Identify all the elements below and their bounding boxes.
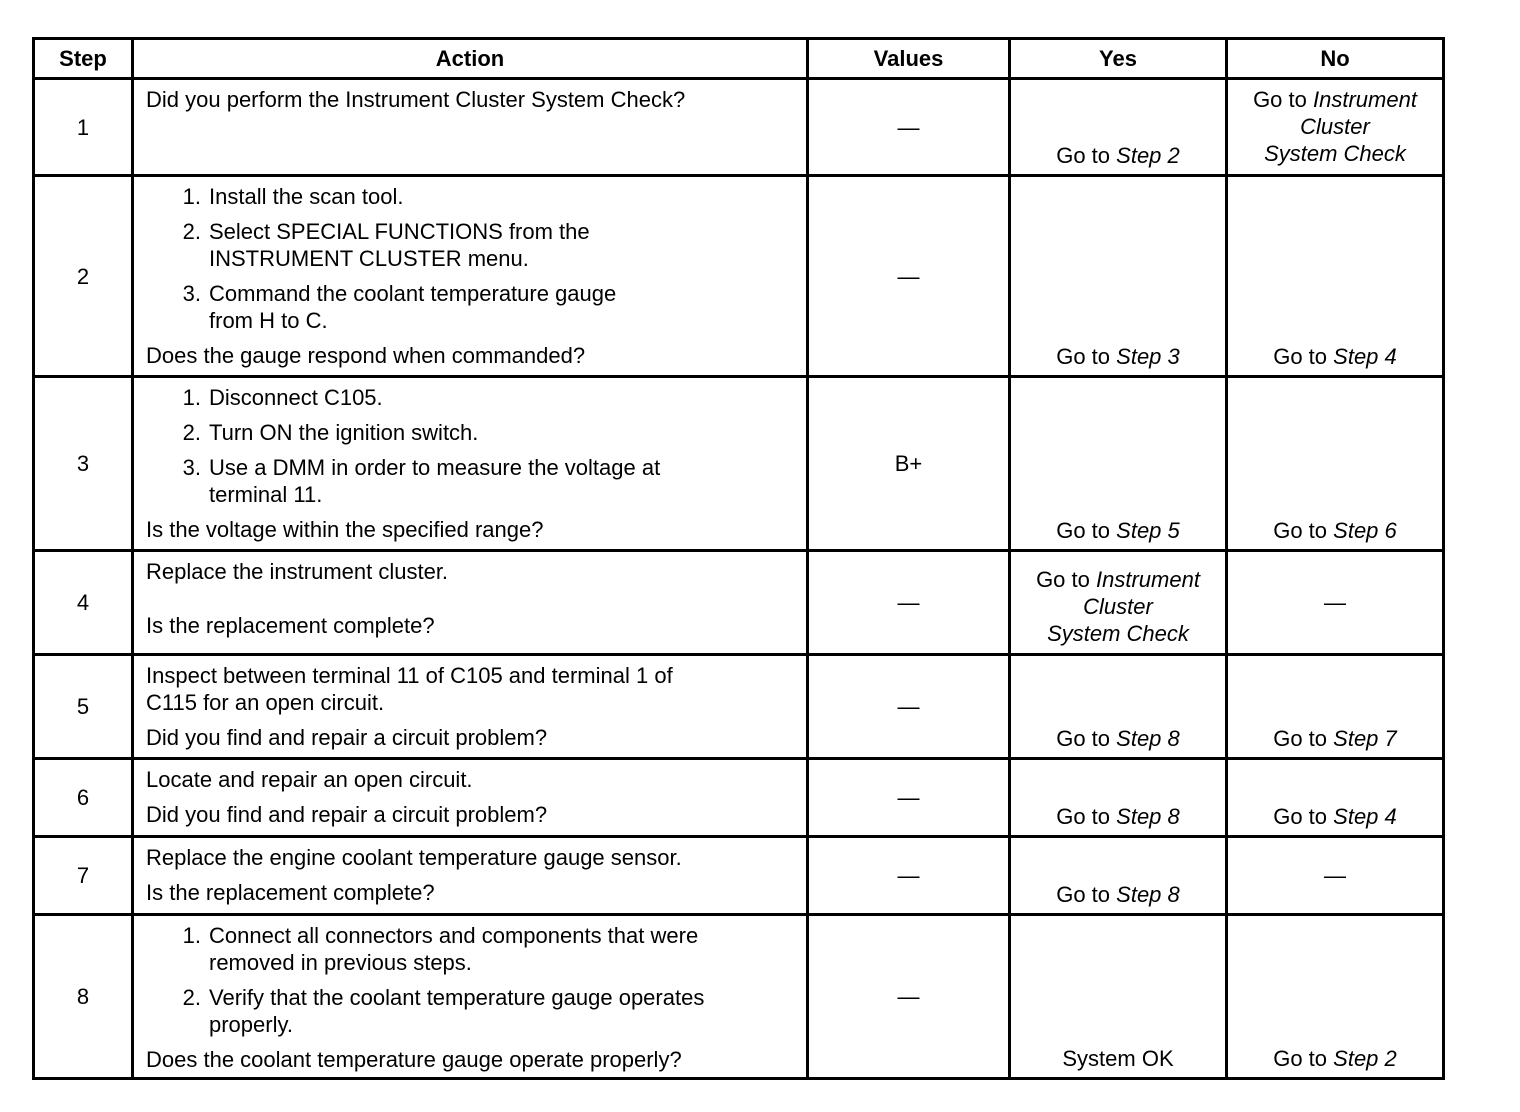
step-number: 2 bbox=[34, 176, 133, 377]
diagnostic-table bbox=[32, 37, 1445, 1080]
step-link: Step 2 bbox=[1333, 1046, 1397, 1071]
action-cell bbox=[133, 551, 808, 655]
step-link: Step 8 bbox=[1116, 882, 1180, 907]
table-row bbox=[34, 79, 1444, 176]
step-number: 8 bbox=[34, 915, 133, 1079]
step-link: Instrument bbox=[1313, 87, 1417, 112]
yes-cell: System OK bbox=[1010, 915, 1227, 1079]
no-cell: Go to Instrument Cluster System Check bbox=[1227, 79, 1444, 176]
no-cell: Go to Step 2 bbox=[1227, 915, 1444, 1079]
yes-cell: Go to Step 8 bbox=[1010, 655, 1227, 759]
step-number: 7 bbox=[34, 837, 133, 915]
action-text: Replace the engine coolant temperature gauge sensor. bbox=[146, 845, 682, 870]
action-question: Is the replacement complete? bbox=[146, 880, 435, 905]
values-cell: — bbox=[808, 176, 1010, 377]
header-values: Values bbox=[808, 39, 1010, 79]
yes-cell: Go to Step 8 bbox=[1010, 837, 1227, 915]
header-action: Action bbox=[133, 39, 808, 79]
table-row bbox=[34, 655, 1444, 759]
action-question: Did you find and repair a circuit problem? bbox=[146, 802, 548, 827]
step-number: 4 bbox=[34, 551, 133, 655]
table-row bbox=[34, 377, 1444, 551]
action-text: Replace the instrument cluster. bbox=[146, 559, 449, 584]
table-row bbox=[34, 759, 1444, 837]
no-cell: — bbox=[1227, 837, 1444, 915]
list-item: 3. Command the coolant temperature gauge from H to C. bbox=[182, 281, 617, 333]
step-link: Step 3 bbox=[1116, 344, 1180, 369]
yes-cell: Go to Step 5 bbox=[1010, 377, 1227, 551]
no-cell: Go to Step 4 bbox=[1227, 759, 1444, 837]
values-cell: — bbox=[808, 79, 1010, 176]
values-cell: — bbox=[808, 551, 1010, 655]
table-row bbox=[34, 551, 1444, 655]
step-link: Step 5 bbox=[1116, 518, 1180, 543]
header-no: No bbox=[1227, 39, 1444, 79]
list-item: 2. Select SPECIAL FUNCTIONS from the INSTRUMENT CLUSTER menu. bbox=[182, 219, 590, 271]
step-link: Step 4 bbox=[1333, 344, 1397, 369]
action-cell: Inspect between terminal 11 of C105 and terminal 1 of C115 for an open circuit. Did you find and repair a circuit problem? bbox=[133, 655, 808, 759]
table-row bbox=[34, 176, 1444, 377]
step-number: 3 bbox=[34, 377, 133, 551]
step-number: 1 bbox=[34, 79, 133, 176]
list-item: 2. Turn ON the ignition switch. bbox=[182, 420, 479, 445]
action-cell bbox=[133, 79, 808, 176]
values-cell: — bbox=[808, 837, 1010, 915]
values-cell: — bbox=[808, 759, 1010, 837]
action-text: Did you perform the Instrument Cluster System Check? bbox=[146, 87, 686, 112]
header-step: Step bbox=[34, 39, 133, 79]
list-item: 1. Install the scan tool. bbox=[182, 184, 404, 209]
step-link: Step 8 bbox=[1116, 726, 1180, 751]
action-text: Inspect between terminal 11 of C105 and terminal 1 of bbox=[146, 663, 673, 688]
no-cell: Go to Step 7 bbox=[1227, 655, 1444, 759]
no-cell: Go to Step 4 bbox=[1227, 176, 1444, 377]
step-link: Instrument bbox=[1096, 567, 1200, 592]
list-item: 1. Connect all connectors and components that were removed in previous steps. bbox=[182, 923, 699, 975]
yes-cell: Go to Step 8 bbox=[1010, 759, 1227, 837]
action-question: Does the coolant temperature gauge operate properly? bbox=[146, 1047, 682, 1072]
action-cell bbox=[133, 176, 808, 377]
action-cell bbox=[133, 837, 808, 915]
table-row bbox=[34, 837, 1444, 915]
values-cell: — bbox=[808, 915, 1010, 1079]
step-link: Step 2 bbox=[1116, 143, 1180, 168]
step-link: Step 4 bbox=[1333, 804, 1397, 829]
no-cell: Go to Step 6 bbox=[1227, 377, 1444, 551]
yes-cell: Go to Step 3 bbox=[1010, 176, 1227, 377]
action-question: Did you find and repair a circuit problem? bbox=[146, 725, 548, 750]
step-link: Step 7 bbox=[1333, 726, 1397, 751]
table-row bbox=[34, 915, 1444, 1079]
step-number: 5 bbox=[34, 655, 133, 759]
list-item: 3. Use a DMM in order to measure the voltage at terminal 11. bbox=[182, 455, 661, 507]
header-row bbox=[34, 39, 1444, 79]
yes-cell: Go to Step 2 bbox=[1010, 79, 1227, 176]
action-text: Locate and repair an open circuit. bbox=[146, 767, 473, 792]
step-link: Step 8 bbox=[1116, 804, 1180, 829]
step-link: Step 6 bbox=[1333, 518, 1397, 543]
action-cell bbox=[133, 915, 808, 1079]
action-question: Is the voltage within the specified range? bbox=[146, 517, 544, 542]
action-cell bbox=[133, 759, 808, 837]
header-yes: Yes bbox=[1010, 39, 1227, 79]
step-number: 6 bbox=[34, 759, 133, 837]
action-cell bbox=[133, 377, 808, 551]
no-cell: — bbox=[1227, 551, 1444, 655]
list-item: 1. Disconnect C105. bbox=[182, 385, 383, 410]
action-question: Does the gauge respond when commanded? bbox=[146, 343, 586, 368]
values-cell: — bbox=[808, 655, 1010, 759]
list-item: 2. Verify that the coolant temperature gauge operates properly. bbox=[182, 985, 705, 1037]
values-cell: B+ bbox=[808, 377, 1010, 551]
yes-cell: Go to Instrument Cluster System Check bbox=[1010, 551, 1227, 655]
action-question: Is the replacement complete? bbox=[146, 613, 435, 638]
